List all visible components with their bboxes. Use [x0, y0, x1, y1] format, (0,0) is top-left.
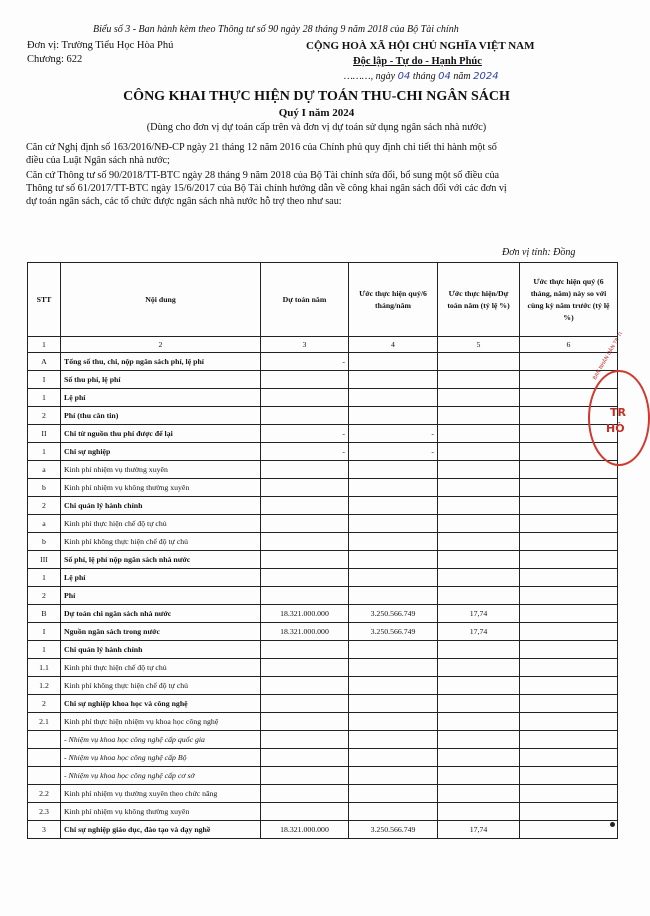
row-six-month: -	[349, 443, 438, 461]
legal-basis-decree	[26, 141, 616, 167]
row-six-month	[349, 749, 438, 767]
row-ratio	[438, 353, 520, 371]
table-row	[28, 677, 618, 695]
row-ratio	[438, 497, 520, 515]
table-row	[28, 749, 618, 767]
header-stt: STT	[28, 263, 61, 337]
row-ratio	[438, 407, 520, 425]
table-row	[28, 821, 618, 839]
row-ratio	[438, 641, 520, 659]
row-stt: 1	[28, 443, 61, 461]
row-six-month	[349, 659, 438, 677]
row-label: Kinh phí thực hiện nhiệm vụ khoa học công nghệ	[61, 713, 261, 731]
header-content: Nội dung	[61, 263, 261, 337]
row-compare	[520, 533, 618, 551]
row-ratio	[438, 569, 520, 587]
row-stt: 1	[28, 389, 61, 407]
row-compare	[520, 821, 618, 839]
row-ratio	[438, 767, 520, 785]
table-row	[28, 641, 618, 659]
row-six-month	[349, 551, 438, 569]
row-ratio	[438, 551, 520, 569]
column-index: 3	[261, 337, 349, 353]
row-six-month	[349, 533, 438, 551]
row-estimate: -	[261, 425, 349, 443]
nation-heading: CỘNG HOÀ XÃ HỘI CHỦ NGHĨA VIỆT NAM	[306, 40, 535, 52]
row-six-month	[349, 767, 438, 785]
row-compare	[520, 803, 618, 821]
row-label: Số thu phí, lệ phí	[61, 371, 261, 389]
row-estimate	[261, 677, 349, 695]
row-ratio: 17,74	[438, 623, 520, 641]
row-stt: I	[28, 371, 61, 389]
row-ratio	[438, 515, 520, 533]
row-ratio	[438, 731, 520, 749]
row-six-month	[349, 677, 438, 695]
table-row	[28, 443, 618, 461]
header-estimate: Dự toán năm	[261, 263, 349, 337]
row-stt: b	[28, 533, 61, 551]
row-ratio	[438, 785, 520, 803]
row-stt	[28, 731, 61, 749]
table-row	[28, 407, 618, 425]
row-six-month: 3.250.566.749	[349, 605, 438, 623]
row-estimate	[261, 731, 349, 749]
table-row	[28, 479, 618, 497]
seal-text-1: TR	[610, 406, 626, 419]
table-header-row	[28, 263, 618, 337]
row-stt: 2.1	[28, 713, 61, 731]
row-estimate	[261, 389, 349, 407]
row-compare	[520, 479, 618, 497]
row-estimate	[261, 749, 349, 767]
row-estimate	[261, 407, 349, 425]
currency-unit: Đơn vị tính: Đồng	[502, 247, 576, 258]
row-six-month	[349, 389, 438, 407]
row-six-month	[349, 641, 438, 659]
table-row	[28, 695, 618, 713]
date-year: 2024	[473, 71, 499, 82]
row-stt: 2	[28, 497, 61, 515]
date-day: 04	[397, 71, 411, 82]
table-row	[28, 515, 618, 533]
row-label: Phí (thu căn tin)	[61, 407, 261, 425]
row-label: Kinh phí không thực hiện chế độ tự chủ	[61, 533, 261, 551]
row-estimate: -	[261, 443, 349, 461]
row-label: Lệ phí	[61, 569, 261, 587]
table-row	[28, 533, 618, 551]
row-compare	[520, 623, 618, 641]
table-row	[28, 731, 618, 749]
row-ratio	[438, 479, 520, 497]
row-compare	[520, 569, 618, 587]
row-ratio	[438, 371, 520, 389]
row-compare	[520, 695, 618, 713]
date-line	[344, 71, 499, 82]
column-index: 1	[28, 337, 61, 353]
table-row	[28, 389, 618, 407]
row-estimate	[261, 695, 349, 713]
unit-name: Đơn vị: Trường Tiểu Học Hòa Phú	[27, 40, 174, 51]
header-six-month: Ước thực hiện quý/6 tháng/năm	[349, 263, 438, 337]
row-compare	[520, 767, 618, 785]
form-reference-note: Biểu số 3 - Ban hành kèm theo Thông tư số 90 ngày 28 tháng 9 năm 2018 của Bộ Tài chính	[93, 24, 459, 35]
row-compare	[520, 785, 618, 803]
row-ratio	[438, 389, 520, 407]
row-estimate	[261, 767, 349, 785]
date-month: 04	[438, 71, 451, 82]
row-stt: 1	[28, 641, 61, 659]
row-label: Chi từ nguồn thu phí được để lại	[61, 425, 261, 443]
row-compare	[520, 605, 618, 623]
row-estimate	[261, 551, 349, 569]
table-row	[28, 803, 618, 821]
row-estimate	[261, 497, 349, 515]
table-row	[28, 713, 618, 731]
row-label: Chi quản lý hành chính	[61, 641, 261, 659]
table-row	[28, 623, 618, 641]
row-estimate: -	[261, 353, 349, 371]
table-row	[28, 659, 618, 677]
row-stt: a	[28, 461, 61, 479]
reporting-period: Quý I năm 2024	[278, 107, 355, 119]
row-compare	[520, 551, 618, 569]
row-estimate	[261, 479, 349, 497]
row-stt: 1.2	[28, 677, 61, 695]
scan-mark	[610, 822, 615, 827]
row-ratio	[438, 425, 520, 443]
circular-line-1: Căn cứ Thông tư số 90/2018/TT-BTC ngày 28 tháng 9 năm 2018 của Bộ Tài chính sửa đổi, bổ sung một số điều của	[26, 170, 500, 181]
row-estimate	[261, 371, 349, 389]
row-stt: 3	[28, 821, 61, 839]
date-year-label: năm	[453, 71, 471, 82]
row-six-month	[349, 515, 438, 533]
row-six-month	[349, 407, 438, 425]
row-compare	[520, 731, 618, 749]
national-motto: Độc lập - Tự do - Hạnh Phúc	[353, 56, 482, 67]
row-six-month	[349, 695, 438, 713]
row-stt	[28, 767, 61, 785]
row-stt: 1	[28, 569, 61, 587]
circular-line-2: Thông tư số 61/2017/TT-BTC ngày 15/6/2017 của Bộ Tài chính hướng dẫn về công khai ngân sách đối với các đơn vị	[26, 183, 507, 194]
row-six-month	[349, 785, 438, 803]
row-label: Số phí, lệ phí nộp ngân sách nhà nước	[61, 551, 261, 569]
header-compare: Ước thực hiện quý (6 tháng, năm) này so với cùng kỳ năm trước (tỷ lệ %)	[520, 263, 618, 337]
row-label: Kinh phí nhiệm vụ không thường xuyên	[61, 479, 261, 497]
row-compare	[520, 659, 618, 677]
row-six-month: -	[349, 425, 438, 443]
row-stt: 2.2	[28, 785, 61, 803]
header-ratio: Ước thực hiện/Dự toán năm (tỷ lệ %)	[438, 263, 520, 337]
row-label: Tổng số thu, chi, nộp ngân sách phí, lệ phí	[61, 353, 261, 371]
row-ratio	[438, 695, 520, 713]
row-compare	[520, 461, 618, 479]
row-compare	[520, 587, 618, 605]
row-ratio	[438, 533, 520, 551]
official-seal	[588, 331, 650, 466]
row-six-month	[349, 371, 438, 389]
table-row	[28, 371, 618, 389]
budget-table	[27, 262, 618, 839]
row-six-month: 3.250.566.749	[349, 623, 438, 641]
row-label: Phí	[61, 587, 261, 605]
row-label: Lệ phí	[61, 389, 261, 407]
row-estimate: 18.321.000.000	[261, 821, 349, 839]
row-ratio	[438, 461, 520, 479]
row-six-month	[349, 587, 438, 605]
table-row	[28, 587, 618, 605]
row-estimate	[261, 533, 349, 551]
row-stt: 2	[28, 407, 61, 425]
column-index: 4	[349, 337, 438, 353]
row-ratio	[438, 803, 520, 821]
document-title: CÔNG KHAI THỰC HIỆN DỰ TOÁN THU-CHI NGÂN SÁCH	[123, 89, 510, 104]
row-stt: 2	[28, 587, 61, 605]
decree-line-2: điều của Luật Ngân sách nhà nước;	[26, 155, 170, 166]
row-six-month	[349, 353, 438, 371]
row-stt: I	[28, 623, 61, 641]
row-compare	[520, 497, 618, 515]
table-row	[28, 353, 618, 371]
table-row	[28, 605, 618, 623]
row-six-month	[349, 461, 438, 479]
row-compare	[520, 641, 618, 659]
row-label: Kinh phí nhiệm vụ thường xuyên theo chức năng	[61, 785, 261, 803]
row-ratio: 17,74	[438, 605, 520, 623]
row-label: - Nhiệm vụ khoa học công nghệ cấp quốc gia	[61, 731, 261, 749]
row-six-month: 3.250.566.749	[349, 821, 438, 839]
row-label: Kinh phí thực hiện chế độ tự chủ	[61, 659, 261, 677]
row-label: - Nhiệm vụ khoa học công nghệ cấp cơ sở	[61, 767, 261, 785]
row-label: Chi sự nghiệp khoa học và công nghệ	[61, 695, 261, 713]
row-label: Chi sự nghiệp	[61, 443, 261, 461]
row-label: Kinh phí nhiệm vụ thường xuyên	[61, 461, 261, 479]
row-six-month	[349, 731, 438, 749]
row-label: Chi sự nghiệp giáo dục, đào tạo và dạy nghề	[61, 821, 261, 839]
table-row	[28, 785, 618, 803]
row-stt: a	[28, 515, 61, 533]
column-index: 5	[438, 337, 520, 353]
row-estimate	[261, 461, 349, 479]
circular-line-3: dự toán ngân sách, các tổ chức được ngân sách nhà nước hỗ trợ theo như sau:	[26, 196, 342, 207]
row-six-month	[349, 569, 438, 587]
table-row	[28, 425, 618, 443]
row-stt: 1.1	[28, 659, 61, 677]
table-row	[28, 497, 618, 515]
decree-line-1: Căn cứ Nghị định số 163/2016/NĐ-CP ngày 21 tháng 12 năm 2016 của Chính phủ quy định chi tiết thi hành một số	[26, 142, 497, 153]
row-label: Kinh phí không thực hiện chế độ tự chủ	[61, 677, 261, 695]
column-index: 2	[61, 337, 261, 353]
row-estimate	[261, 641, 349, 659]
row-ratio: 17,74	[438, 821, 520, 839]
row-compare	[520, 677, 618, 695]
row-compare	[520, 749, 618, 767]
column-index-row	[28, 337, 618, 353]
row-estimate	[261, 803, 349, 821]
row-estimate	[261, 785, 349, 803]
column-index: 6	[520, 337, 618, 353]
row-stt: 2.3	[28, 803, 61, 821]
row-ratio	[438, 713, 520, 731]
row-stt: III	[28, 551, 61, 569]
row-compare	[520, 713, 618, 731]
row-six-month	[349, 497, 438, 515]
row-stt	[28, 749, 61, 767]
row-estimate	[261, 515, 349, 533]
row-stt: b	[28, 479, 61, 497]
row-label: Nguồn ngân sách trong nước	[61, 623, 261, 641]
row-estimate	[261, 587, 349, 605]
legal-basis-circular	[26, 169, 616, 208]
document-subtitle: (Dùng cho đơn vị dự toán cấp trên và đơn vị dự toán sử dụng ngân sách nhà nước)	[146, 122, 487, 133]
row-ratio	[438, 587, 520, 605]
row-estimate: 18.321.000.000	[261, 623, 349, 641]
row-label: Dự toán chi ngân sách nhà nước	[61, 605, 261, 623]
date-prefix: ………, ngày	[344, 71, 396, 82]
row-estimate: 18.321.000.000	[261, 605, 349, 623]
table-row	[28, 461, 618, 479]
row-six-month	[349, 713, 438, 731]
row-six-month	[349, 479, 438, 497]
row-stt: 2	[28, 695, 61, 713]
chapter-code: Chương: 622	[27, 54, 83, 65]
table-row	[28, 767, 618, 785]
seal-text-2: HÒ	[606, 422, 625, 435]
date-month-label: tháng	[412, 71, 436, 82]
row-compare	[520, 515, 618, 533]
table-row	[28, 569, 618, 587]
row-stt: A	[28, 353, 61, 371]
row-ratio	[438, 443, 520, 461]
row-stt: B	[28, 605, 61, 623]
row-estimate	[261, 713, 349, 731]
table-row	[28, 551, 618, 569]
row-estimate	[261, 569, 349, 587]
row-label: - Nhiệm vụ khoa học công nghệ cấp Bộ	[61, 749, 261, 767]
seal-ring-text: BAN NHÂN DÂN TP. TI	[592, 331, 625, 381]
row-ratio	[438, 749, 520, 767]
row-six-month	[349, 803, 438, 821]
row-estimate	[261, 659, 349, 677]
row-stt: II	[28, 425, 61, 443]
row-ratio	[438, 659, 520, 677]
row-label: Chi quản lý hành chính	[61, 497, 261, 515]
row-label: Kinh phí thực hiện chế độ tự chủ	[61, 515, 261, 533]
row-label: Kinh phí nhiệm vụ không thường xuyên	[61, 803, 261, 821]
row-ratio	[438, 677, 520, 695]
